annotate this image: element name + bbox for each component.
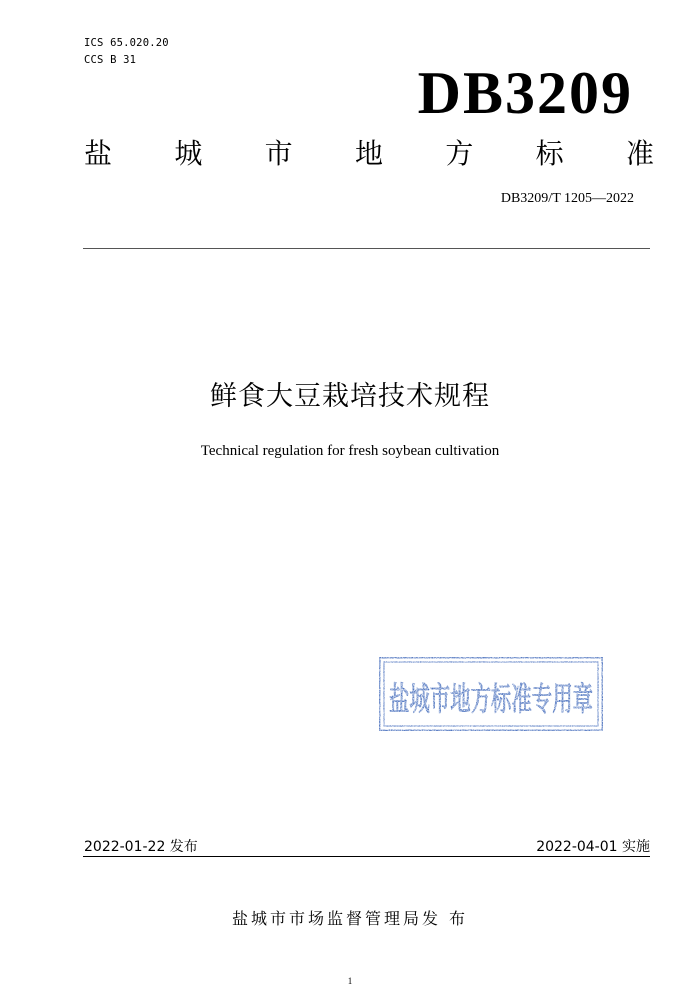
standard-number: DB3209/T 1205—2022 [500, 191, 634, 206]
publisher: 盐城市市场监督管理局发 布 [231, 909, 469, 928]
title-char: 方 [445, 137, 474, 170]
issue-date: 2022-01-22 发布 [84, 839, 198, 855]
ccs-code: CCS B 31 [84, 54, 137, 66]
page-number: 1 [347, 976, 353, 986]
standard-type-title [84, 136, 654, 172]
document-title-en: Technical regulation for fresh soybean cultivation [200, 443, 500, 459]
title-char: 市 [264, 137, 293, 170]
official-seal-stamp [377, 655, 605, 733]
title-char: 标 [535, 137, 564, 170]
header-divider [83, 248, 650, 249]
document-title-zh: 鲜食大豆栽培技术规程 [210, 381, 490, 412]
implementation-date: 2022-04-01 实施 [536, 839, 650, 855]
ics-code: ICS 65.020.20 [84, 37, 169, 49]
footer-divider [83, 856, 650, 857]
standard-code-heading: DB3209 [417, 60, 633, 126]
stamp-text: 盐城市地方标准专用章 [389, 680, 593, 719]
title-char: 城 [174, 137, 203, 170]
title-char: 准 [625, 137, 654, 170]
title-char: 盐 [84, 137, 113, 170]
title-char: 地 [354, 137, 383, 170]
